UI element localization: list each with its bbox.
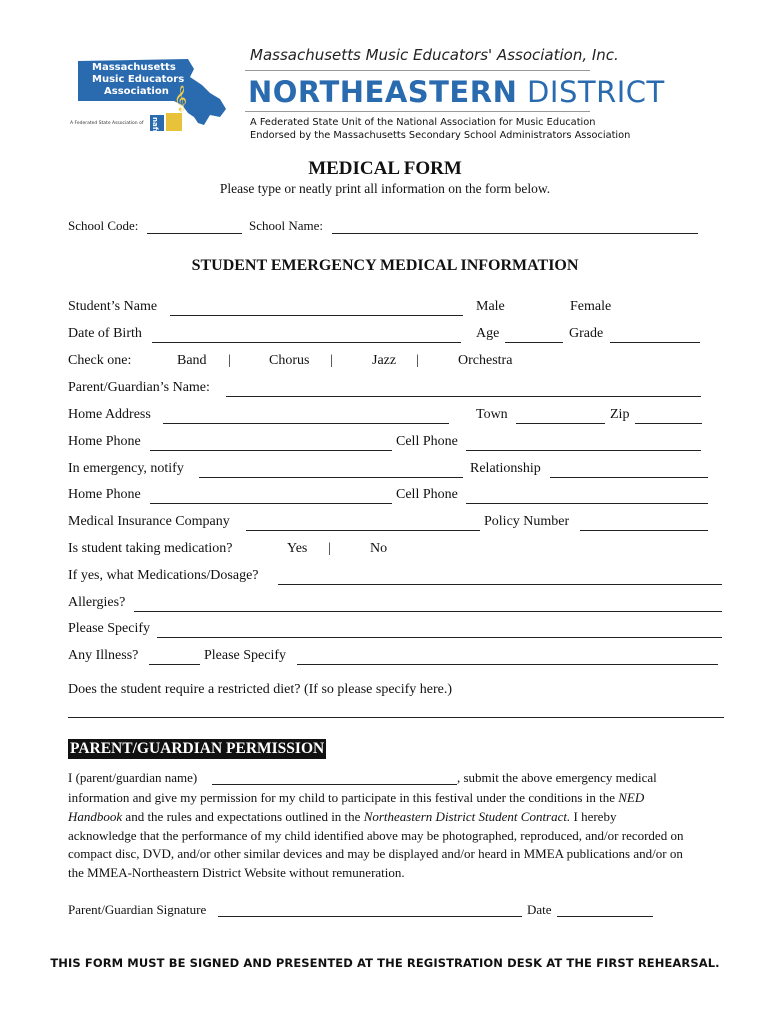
separator: | — [416, 353, 419, 368]
parent-guardian-name-field[interactable] — [212, 784, 457, 785]
parent-name-field[interactable] — [226, 396, 701, 397]
svg-text:𝄞: 𝄞 — [174, 86, 188, 111]
school-name-field[interactable] — [332, 233, 698, 234]
emergency-home-phone-label: Home Phone — [68, 487, 141, 502]
date-field[interactable] — [557, 916, 653, 917]
emergency-label: In emergency, notify — [68, 461, 184, 476]
signature-field[interactable] — [218, 916, 522, 917]
chorus-option[interactable]: Chorus — [269, 353, 310, 368]
emergency-cell-phone-field[interactable] — [466, 503, 708, 504]
district-title-light: DISTRICT — [517, 75, 665, 109]
dob-label: Date of Birth — [68, 326, 142, 341]
footer-notice: THIS FORM MUST BE SIGNED AND PRESENTED AT THE REGISTRATION DESK AT THE FIRST REHEARSAL. — [50, 956, 720, 970]
town-label: Town — [476, 407, 508, 422]
please-specify-label: Please Specify — [68, 621, 151, 636]
any-illness-field[interactable] — [149, 664, 200, 665]
cell-phone-label: Cell Phone — [396, 434, 458, 449]
logo-small-text: A Federated State Association of — [70, 121, 144, 126]
permission-line2-text: information and give my permission for my child to participate in this festival under the conditions in the — [68, 790, 619, 805]
association-name: Massachusetts Music Educators' Association, Inc. — [250, 46, 619, 64]
medications-dosage-label: If yes, what Medications/Dosage? — [68, 568, 259, 583]
logo-line2: Music Educators — [92, 74, 185, 85]
diet-field[interactable] — [68, 717, 724, 718]
home-address-label: Home Address — [68, 407, 151, 422]
check-one-label: Check one: — [68, 353, 132, 368]
home-address-field[interactable] — [163, 423, 449, 424]
permission-line5: compact disc, DVD, and/or other similar devices and may be displayed and/or heard in MMEA publications and/or on — [68, 846, 683, 862]
cell-phone-field[interactable] — [466, 450, 701, 451]
medications-dosage-field[interactable] — [278, 584, 722, 585]
zip-label: Zip — [610, 407, 630, 422]
medication-yes-option[interactable]: Yes — [287, 541, 308, 556]
zip-field[interactable] — [635, 423, 702, 424]
relationship-label: Relationship — [470, 461, 541, 476]
permission-line2 — [68, 789, 728, 808]
home-phone-field[interactable] — [150, 450, 392, 451]
jazz-option[interactable]: Jazz — [372, 353, 397, 368]
age-field[interactable] — [505, 342, 563, 343]
policy-field[interactable] — [580, 530, 708, 531]
signature-label: Parent/Guardian Signature — [68, 902, 207, 917]
please-specify-field[interactable] — [157, 637, 722, 638]
separator: | — [228, 353, 231, 368]
illness-specify-field[interactable] — [297, 664, 718, 665]
permission-line1 — [68, 770, 197, 786]
parent-name-label: Parent/Guardian’s Name: — [68, 380, 210, 395]
grade-field[interactable] — [610, 342, 700, 343]
school-code-field[interactable] — [147, 233, 242, 234]
logo-line1: Massachusetts — [92, 62, 176, 73]
permission-text-b: , submit the above emergency medical — [457, 770, 657, 785]
allergies-field[interactable] — [134, 611, 722, 612]
section-student-title: STUDENT EMERGENCY MEDICAL INFORMATION — [191, 257, 579, 274]
dob-field[interactable] — [152, 342, 461, 343]
student-name-label: Student’s Name — [68, 299, 158, 314]
form-instructions: Please type or neatly print all information on the form below. — [219, 181, 551, 196]
allergies-label: Allergies? — [68, 595, 126, 610]
insurance-field[interactable] — [246, 530, 480, 531]
medication-no-option[interactable]: No — [370, 541, 388, 556]
permission-paragraph — [68, 789, 728, 883]
school-name-label: School Name: — [249, 218, 324, 233]
male-option[interactable]: Male — [476, 299, 505, 314]
age-label: Age — [476, 326, 500, 341]
permission-line4: acknowledge that the performance of my child identified above may be photographed, reproduced, and/or recorded on — [68, 827, 684, 843]
handbook-text: Handbook — [68, 808, 123, 824]
town-field[interactable] — [516, 423, 605, 424]
separator: | — [328, 541, 331, 556]
permission-line3-text: and the rules and expectations outlined in the — [122, 808, 364, 824]
illness-specify-label: Please Specify — [204, 648, 287, 663]
emergency-home-phone-field[interactable] — [150, 503, 392, 504]
section-permission-title: PARENT/GUARDIAN PERMISSION — [70, 740, 325, 757]
grade-label: Grade — [569, 326, 604, 341]
diet-label: Does the student require a restricted diet? (If so please specify here.) — [68, 682, 453, 697]
separator: | — [330, 353, 333, 368]
logo-line3: Association — [104, 86, 169, 97]
federated-line: A Federated State Unit of the National Association for Music Education — [250, 117, 596, 128]
permission-line3-end: I hereby — [570, 808, 617, 824]
date-label: Date — [527, 902, 552, 917]
home-phone-label: Home Phone — [68, 434, 141, 449]
any-illness-label: Any Illness? — [68, 648, 139, 663]
permission-line6: the MMEA-Northeastern District Website without remuneration. — [68, 865, 405, 881]
band-option[interactable]: Band — [177, 353, 207, 368]
orchestra-option[interactable]: Orchestra — [458, 353, 513, 368]
mmea-logo — [70, 55, 230, 140]
contract-text: Northeastern District Student Contract. — [363, 808, 571, 824]
header-rule — [245, 70, 590, 71]
permission-line3 — [68, 808, 728, 827]
school-code-label: School Code: — [68, 218, 139, 233]
student-name-field[interactable] — [170, 315, 463, 316]
policy-label: Policy Number — [484, 514, 570, 529]
nafme-logo-text: nafme — [151, 117, 159, 142]
medication-label: Is student taking medication? — [68, 541, 233, 556]
insurance-label: Medical Insurance Company — [68, 514, 230, 529]
emergency-field[interactable] — [199, 477, 463, 478]
emergency-cell-phone-label: Cell Phone — [396, 487, 458, 502]
district-title — [248, 75, 665, 109]
relationship-field[interactable] — [550, 477, 708, 478]
ned-text: NED — [618, 790, 645, 805]
female-option[interactable]: Female — [570, 299, 612, 314]
endorsed-line: Endorsed by the Massachusetts Secondary School Administrators Association — [250, 130, 631, 141]
permission-text-a: I (parent/guardian name) — [68, 770, 198, 785]
district-title-bold: NORTHEASTERN — [248, 75, 518, 109]
header-rule-2 — [245, 111, 590, 112]
form-title: MEDICAL FORM — [308, 158, 462, 179]
